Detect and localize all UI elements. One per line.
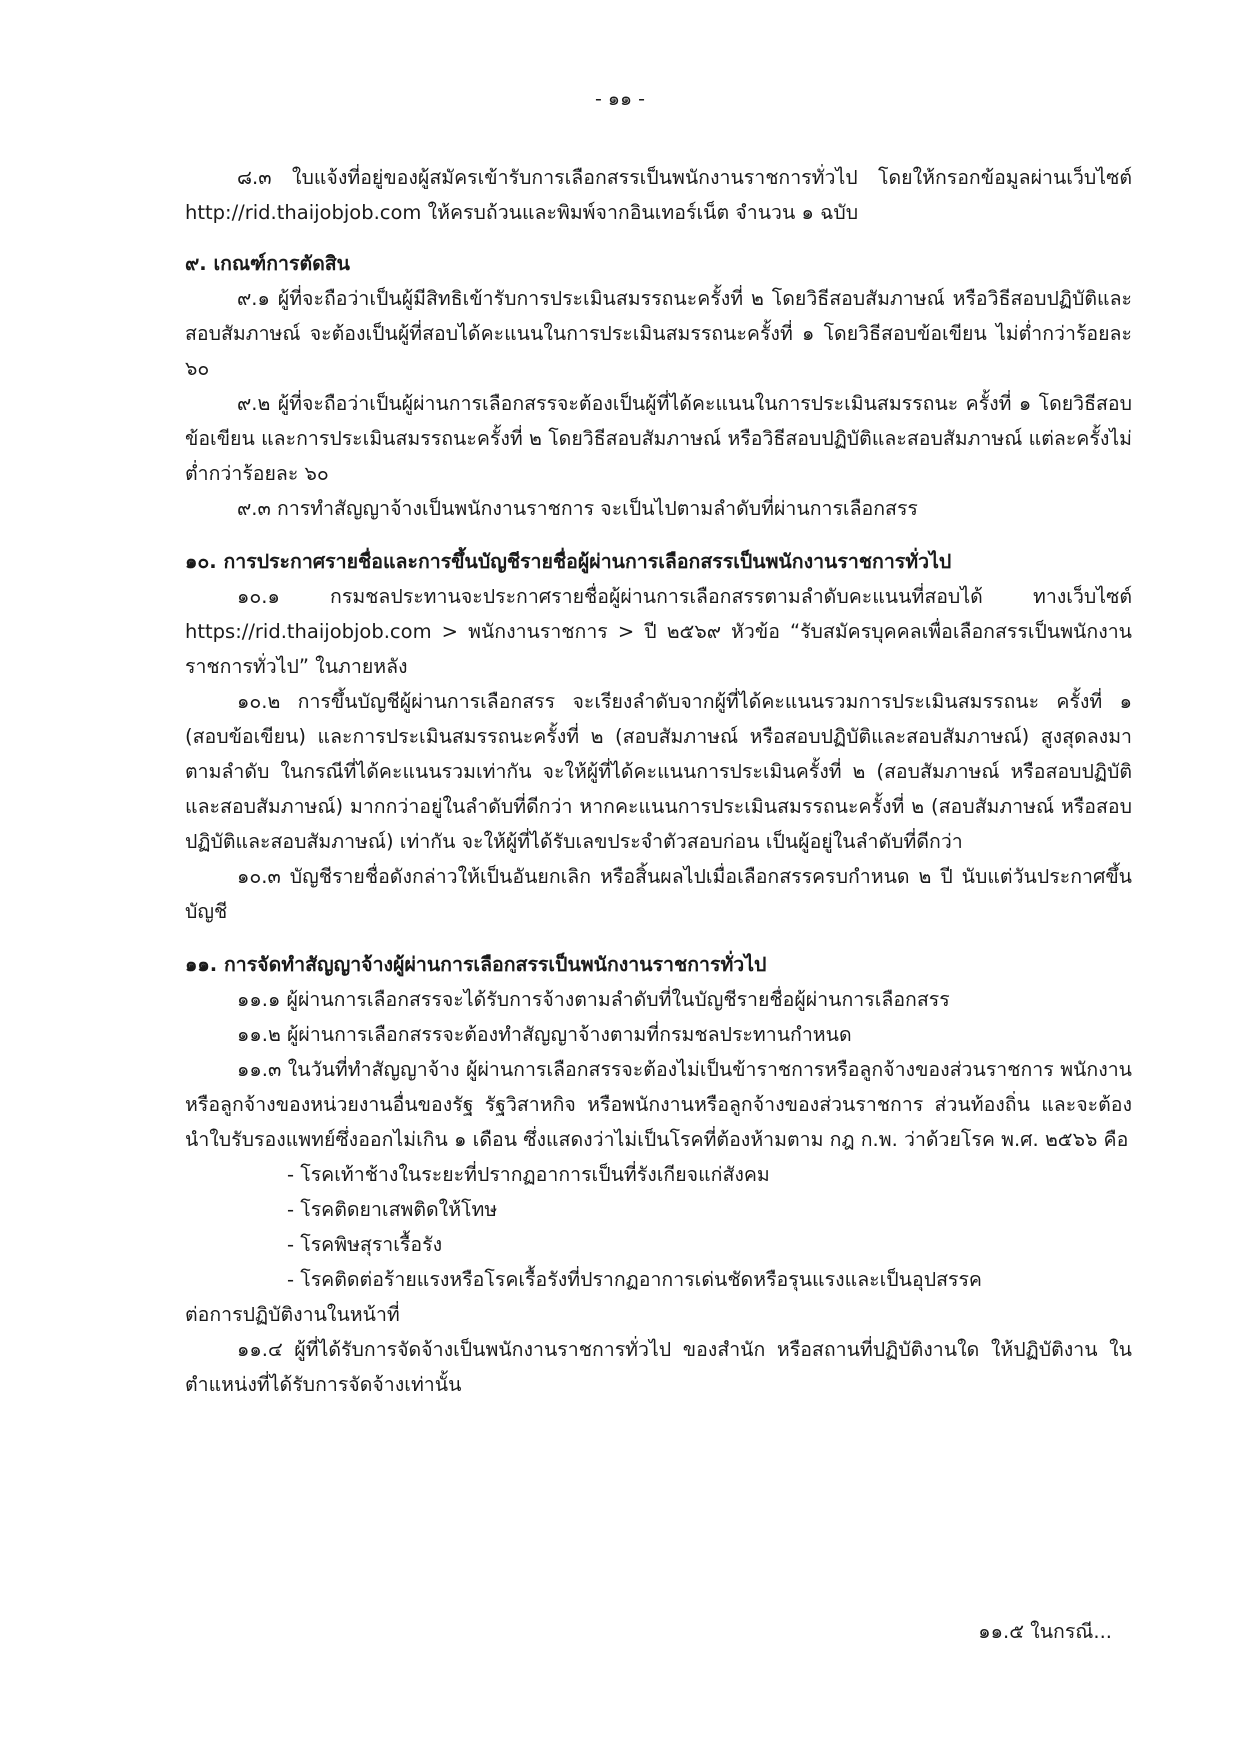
page-number: - ๑๑ - bbox=[595, 88, 645, 110]
paragraph-10-3: ๑๐.๓ บัญชีรายชื่อดังกล่าวให้เป็นอันยกเลิก หรือสิ้นผลไปเมื่อเลือกสรรครบกำหนด ๒ ปี นับแต่วันประกาศขึ้นบัญชี bbox=[185, 865, 1132, 923]
paragraph-10-2: ๑๐.๒ การขึ้นบัญชีผู้ผ่านการเลือกสรร จะเรียงลำดับจากผู้ที่ได้คะแนนรวมการประเมินสมรรถนะ ครั้งที่ ๑ (สอบข้อเขียน) และการประเมินสมรรถนะครั้งที่ ๒ (สอบสัมภาษณ์ หรือสอบปฏิบัติและสอบสัมภาษณ์) สูงสุดลงมาตามลำดับ ในกรณีที่ได้คะแนนรวมเท่ากัน จะให้ผู้ที่ได้คะแนนการประเมินครั้งที่ ๒ (สอบสัมภาษณ์ หรือสอบปฏิบัติและสอบสัมภาษณ์) มากกว่าอยู่ในลำดับที่ดีกว่า หากคะแนนการประเมินสมรรถนะครั้งที่ ๒ (สอบสัมภาษณ์ หรือสอบปฏิบัติและสอบสัมภาษณ์) เท่ากัน จะให้ผู้ที่ได้รับเลขประจำตัวสอบก่อน เป็นผู้อยู่ในลำดับที่ดีกว่า bbox=[185, 690, 1132, 853]
document-body bbox=[185, 160, 1132, 1402]
list-item: - โรคเท้าช้างในระยะที่ปรากฏอาการเป็นที่รังเกียจแก่สังคม bbox=[287, 1163, 770, 1186]
paragraph-11-3: ๑๑.๓ ในวันที่ทำสัญญาจ้าง ผู้ผ่านการเลือกสรรจะต้องไม่เป็นข้าราชการหรือลูกจ้างของส่วนราชการ พนักงานหรือลูกจ้างของหน่วยงานอื่นของรัฐ รัฐวิสาหกิจ หรือพนักงานหรือลูกจ้างของส่วนราชการ ส่วนท้องถิ่น และจะต้องนำใบรับรองแพทย์ซึ่งออกไม่เกิน ๑ เดือน ซึ่งแสดงว่าไม่เป็นโรคที่ต้องห้ามตาม กฎ ก.พ. ว่าด้วยโรค พ.ศ. ๒๕๖๖ คือ bbox=[185, 1058, 1132, 1151]
paragraph-10-1: ๑๐.๑ กรมชลประทานจะประกาศรายชื่อผู้ผ่านการเลือกสรรตามลำดับคะแนนที่สอบได้ ทางเว็บไซต์ https://rid.thaijobjob.com > พนักงานราชการ > ปี ๒๕๖๙ หัวข้อ “รับสมัครบุคคลเพื่อเลือกสรรเป็นพนักงานราชการทั่วไป” ในภายหลัง bbox=[185, 585, 1132, 678]
paragraph-9-2: ๙.๒ ผู้ที่จะถือว่าเป็นผู้ผ่านการเลือกสรรจะต้องเป็นผู้ที่ได้คะแนนในการประเมินสมรรถนะ ครั้งที่ ๑ โดยวิธีสอบข้อเขียน และการประเมินสมรรถนะครั้งที่ ๒ โดยวิธีสอบสัมภาษณ์ หรือวิธีสอบปฏิบัติและสอบสัมภาษณ์ แต่ละครั้งไม่ต่ำกว่าร้อยละ ๖๐ bbox=[185, 392, 1132, 485]
list-item: - โรคพิษสุราเรื้อรัง bbox=[287, 1233, 443, 1256]
list-item-continuation: ต่อการปฏิบัติงานในหน้าที่ bbox=[185, 1303, 400, 1326]
paragraph-8-3: ๘.๓ ใบแจ้งที่อยู่ของผู้สมัครเข้ารับการเลือกสรรเป็นพนักงานราชการทั่วไป โดยให้กรอกข้อมูลผ่านเว็บไซต์ http://rid.thaijobjob.com ให้ครบถ้วนและพิมพ์จากอินเทอร์เน็ต จำนวน ๑ ฉบับ bbox=[185, 166, 1132, 224]
section-heading-11: ๑๑. การจัดทำสัญญาจ้างผู้ผ่านการเลือกสรรเป็นพนักงานราชการทั่วไป bbox=[185, 953, 767, 976]
section-heading-9: ๙. เกณฑ์การตัดสิน bbox=[185, 252, 351, 275]
continuation-note: ๑๑.๕ ในกรณี... bbox=[978, 1620, 1112, 1643]
paragraph-9-3: ๙.๓ การทำสัญญาจ้างเป็นพนักงานราชการ จะเป็นไปตามลำดับที่ผ่านการเลือกสรร bbox=[237, 497, 918, 520]
list-item: - โรคติดต่อร้ายแรงหรือโรคเรื้อรังที่ปรากฏอาการเด่นชัดหรือรุนแรงและเป็นอุปสรรค bbox=[287, 1268, 982, 1291]
paragraph-11-2: ๑๑.๒ ผู้ผ่านการเลือกสรรจะต้องทำสัญญาจ้างตามที่กรมชลประทานกำหนด bbox=[237, 1023, 852, 1046]
paragraph-9-1: ๙.๑ ผู้ที่จะถือว่าเป็นผู้มีสิทธิเข้ารับการประเมินสมรรถนะครั้งที่ ๒ โดยวิธีสอบสัมภาษณ์ หรือวิธีสอบปฏิบัติและสอบสัมภาษณ์ จะต้องเป็นผู้ที่สอบได้คะแนนในการประเมินสมรรถนะครั้งที่ ๑ โดยวิธีสอบข้อเขียน ไม่ต่ำกว่าร้อยละ ๖๐ bbox=[185, 287, 1132, 380]
paragraph-11-1: ๑๑.๑ ผู้ผ่านการเลือกสรรจะได้รับการจ้างตามลำดับที่ในบัญชีรายชื่อผู้ผ่านการเลือกสรร bbox=[237, 988, 950, 1011]
list-item: - โรคติดยาเสพติดให้โทษ bbox=[287, 1198, 498, 1221]
section-heading-10: ๑๐. การประกาศรายชื่อและการขึ้นบัญชีรายชื่อผู้ผ่านการเลือกสรรเป็นพนักงานราชการทั่วไป bbox=[185, 550, 952, 573]
paragraph-11-4: ๑๑.๔ ผู้ที่ได้รับการจัดจ้างเป็นพนักงานราชการทั่วไป ของสำนัก หรือสถานที่ปฏิบัติงานใด ให้ปฏิบัติงาน ในตำแหน่งที่ได้รับการจัดจ้างเท่านั้น bbox=[185, 1338, 1132, 1396]
